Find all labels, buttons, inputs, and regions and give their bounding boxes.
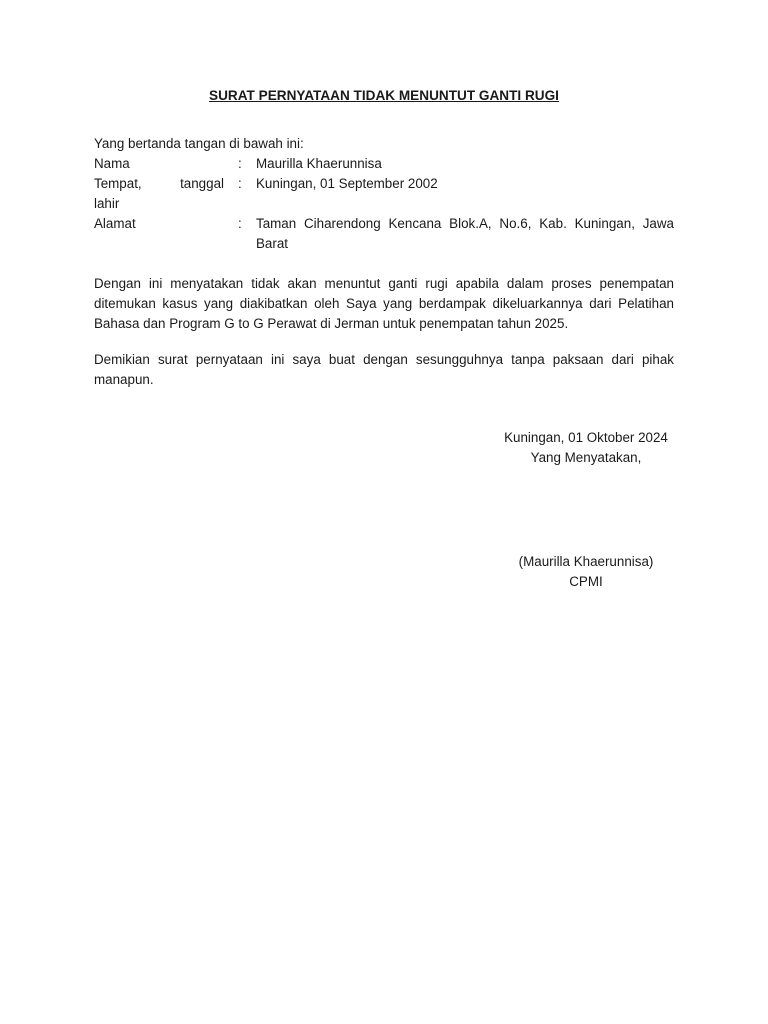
identity-row-nama <box>94 154 674 174</box>
identity-table <box>94 154 674 254</box>
alamat-colon: : <box>238 216 242 231</box>
signatory-role: CPMI <box>569 574 603 589</box>
statement-paragraph: Dengan ini menyatakan tidak akan menuntut ganti rugi apabila dalam proses penempatan ditemukan kasus yang diakibatkan oleh Saya yang berdampak dikeluarkannya dari Pelatihan Bahasa dan Program G to G Perawat di Jerman untuk penempatan tahun 2025. <box>94 276 674 331</box>
signature-block <box>474 552 698 592</box>
ttl-colon: : <box>238 176 242 191</box>
signature-header <box>474 428 698 468</box>
ttl-label <box>94 174 238 214</box>
nama-value: Maurilla Khaerunnisa <box>256 156 382 171</box>
alamat-value: Taman Ciharendong Kencana Blok.A, No.6, Kab. Kuningan, Jawa Barat <box>256 216 674 251</box>
document-title: SURAT PERNYATAAN TIDAK MENUNTUT GANTI RUGI <box>209 88 559 103</box>
ttl-value: Kuningan, 01 September 2002 <box>256 176 438 191</box>
identity-row-ttl <box>94 174 674 214</box>
alamat-label: Alamat <box>94 216 136 231</box>
ttl-label-lahir: lahir <box>94 196 120 211</box>
nama-label: Nama <box>94 156 130 171</box>
closing-paragraph: Demikian surat pernyataan ini saya buat dengan sesungguhnya tanpa paksaan dari pihak manapun. <box>94 352 674 387</box>
signature-place-date: Kuningan, 01 Oktober 2024 <box>504 430 668 445</box>
identity-row-alamat <box>94 214 674 254</box>
ttl-label-tempat: Tempat, <box>94 176 142 191</box>
intro-text: Yang bertanda tangan di bawah ini: <box>94 136 304 151</box>
signatory-name: (Maurilla Khaerunnisa) <box>518 554 654 569</box>
ttl-label-tanggal: tanggal <box>180 176 224 191</box>
nama-colon: : <box>238 156 242 171</box>
signature-statement: Yang Menyatakan, <box>530 450 642 465</box>
